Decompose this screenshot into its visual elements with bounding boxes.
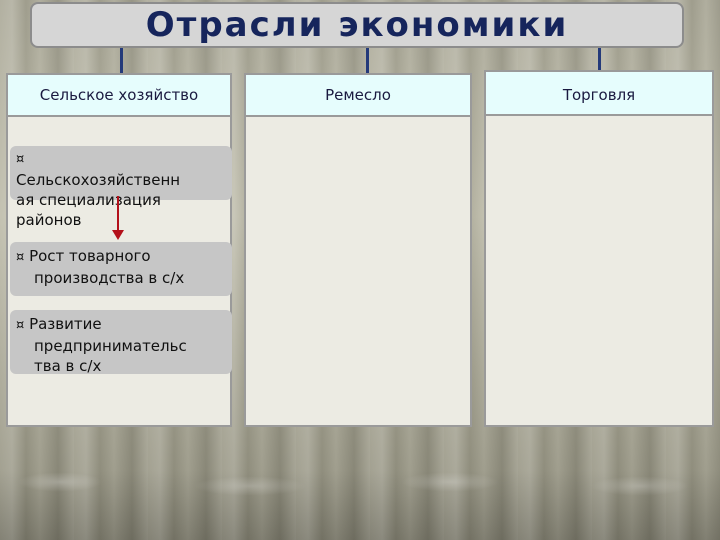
column-header-trade: [484, 70, 714, 116]
column-header-label: Ремесло: [325, 86, 391, 104]
page-title: Отрасли экономики: [145, 5, 569, 45]
connector-line-middle: [366, 46, 369, 74]
down-arrow-icon: [110, 196, 126, 244]
note-line: Рост товарного: [29, 247, 151, 265]
note-line-first: [16, 314, 226, 336]
column-header-label: Торговля: [562, 86, 636, 104]
column-header-crafts: [244, 73, 472, 117]
note-line: производства в с/х: [34, 269, 185, 287]
note-line: ая специализация: [16, 191, 161, 209]
note-line: тва в с/х: [34, 357, 102, 375]
note-line-first: [16, 246, 226, 268]
column-header-agriculture: [6, 73, 232, 117]
title-box: [30, 2, 684, 48]
column-body-trade: [484, 116, 714, 427]
note-line: предпринимательс: [34, 337, 187, 355]
note-regional-specialization: [10, 146, 232, 229]
bullet-marker: ¤: [16, 318, 25, 333]
note-line: Сельскохозяйственн: [16, 171, 181, 189]
note-line: районов: [16, 211, 82, 229]
note-commodity-production-growth: [10, 242, 232, 296]
note-entrepreneurship-development: [10, 310, 232, 374]
curtain-drape-decoration: [0, 470, 720, 540]
note-line: Развитие: [29, 315, 102, 333]
bullet-marker: ¤: [16, 250, 25, 265]
column-body-crafts: [244, 117, 472, 427]
bullet-marker: ¤: [16, 152, 25, 167]
connector-line-left: [120, 46, 123, 74]
column-header-label: Сельское хозяйство: [39, 86, 199, 104]
